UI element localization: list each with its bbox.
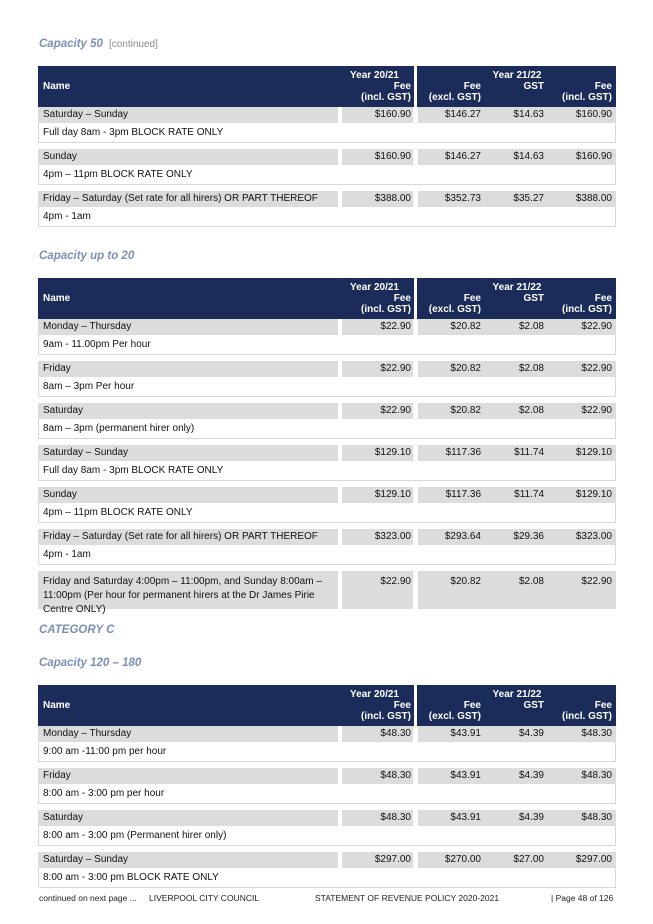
- fee-incl-gst: $388.00: [575, 193, 612, 204]
- row-name: Saturday – Sunday: [43, 447, 129, 458]
- header-fee-label: Fee: [594, 700, 612, 711]
- header-divider: [414, 685, 417, 726]
- row-name: Saturday: [43, 405, 84, 416]
- header-fee-sub: (incl. GST): [562, 711, 612, 722]
- fee-row: [38, 852, 616, 868]
- row-description: 8am – 3pm (permanent hirer only): [43, 423, 195, 434]
- header-fee-label: Fee: [393, 700, 411, 711]
- fee-row: [38, 445, 616, 461]
- fee-row-description: [38, 461, 616, 481]
- fee-prev-incl: $48.30: [380, 812, 411, 823]
- fee-prev-incl: $48.30: [380, 728, 411, 739]
- header-fee-label: Fee: [463, 293, 481, 304]
- row-name: Monday – Thursday: [43, 321, 132, 332]
- row-name: Saturday – Sunday: [43, 109, 129, 120]
- fee-row: [38, 726, 616, 742]
- fee-row-description: [38, 826, 616, 846]
- fee-incl-gst: $160.90: [575, 151, 612, 162]
- footer-org: LIVERPOOL CITY COUNCIL: [149, 893, 260, 903]
- header-name: Name: [43, 700, 71, 711]
- header-year-prev: Year 20/21: [350, 689, 399, 700]
- fee-row-description: [38, 784, 616, 804]
- gst-amount: $2.08: [518, 363, 544, 374]
- header-fee-sub: (incl. GST): [361, 92, 411, 103]
- gst-amount: $4.39: [518, 812, 544, 823]
- header-fee-sub: (incl. GST): [361, 304, 411, 315]
- fee-prev-incl: $22.90: [380, 576, 411, 587]
- header-fee-incl: [562, 293, 612, 315]
- header-fee-excl: [429, 81, 481, 103]
- fee-incl-gst: $160.90: [575, 109, 612, 120]
- section-title-capacity-120-180: Capacity 120 – 180: [39, 657, 142, 669]
- gst-amount: $11.74: [514, 489, 544, 500]
- header-fee-prev: [361, 81, 411, 103]
- row-name: Sunday: [43, 489, 77, 500]
- fee-row: [38, 487, 616, 503]
- fee-prev-incl: $22.90: [380, 363, 411, 374]
- header-year-prev: Year 20/21: [350, 70, 399, 81]
- row-description: Full day 8am - 3pm BLOCK RATE ONLY: [43, 465, 224, 476]
- fee-row-description: [38, 742, 616, 762]
- fee-row: [38, 107, 616, 123]
- fee-row-description: [38, 419, 616, 439]
- fee-excl-gst: $20.82: [450, 363, 481, 374]
- table-header: [38, 685, 616, 726]
- fee-excl-gst: $352.73: [444, 193, 481, 204]
- fee-row-description: [38, 377, 616, 397]
- fee-row-description: [38, 123, 616, 143]
- header-fee-incl: [562, 700, 612, 722]
- row-description: 4pm – 11pm BLOCK RATE ONLY: [43, 169, 193, 180]
- footer-continued: continued on next page ...: [39, 893, 137, 903]
- fee-excl-gst: $270.00: [444, 854, 481, 865]
- section-title-text: Capacity 50: [39, 38, 103, 50]
- fee-incl-gst: $22.90: [581, 363, 612, 374]
- fee-incl-gst: $48.30: [581, 812, 612, 823]
- fee-incl-gst: $22.90: [581, 576, 612, 587]
- fee-row-description: [38, 503, 616, 523]
- header-divider: [414, 278, 417, 319]
- header-gst: GST: [523, 293, 544, 304]
- fee-excl-gst: $146.27: [444, 109, 481, 120]
- fee-prev-incl: $22.90: [380, 321, 411, 332]
- gst-amount: $2.08: [518, 576, 544, 587]
- fee-excl-gst: $293.64: [444, 531, 481, 542]
- header-year-prev: Year 20/21: [350, 282, 399, 293]
- fee-prev-incl: $323.00: [374, 531, 411, 542]
- row-name: Friday: [43, 363, 71, 374]
- fee-incl-gst: $129.10: [575, 489, 612, 500]
- header-fee-sub: (incl. GST): [562, 92, 612, 103]
- fee-row: [38, 361, 616, 377]
- fee-excl-gst: $43.91: [450, 770, 481, 781]
- fee-table-capacity-50: [38, 66, 616, 233]
- gst-amount: $35.27: [513, 193, 544, 204]
- fee-incl-gst: $297.00: [575, 854, 612, 865]
- fee-row-description: [38, 545, 616, 565]
- gst-amount: $2.08: [518, 321, 544, 332]
- gst-amount: $2.08: [518, 405, 544, 416]
- fee-row: [38, 149, 616, 165]
- header-name: Name: [43, 81, 71, 92]
- row-name: Friday – Saturday (Set rate for all hirers) OR PART THEREOF: [43, 531, 318, 542]
- gst-amount: $11.74: [514, 447, 544, 458]
- row-name: Monday – Thursday: [43, 728, 132, 739]
- header-fee-prev: [361, 293, 411, 315]
- gst-amount: $14.63: [513, 151, 544, 162]
- row-description: 4pm - 1am: [43, 211, 91, 222]
- header-fee-label: Fee: [594, 293, 612, 304]
- fee-row: [38, 810, 616, 826]
- header-fee-excl: [429, 700, 481, 722]
- row-description: Full day 8am - 3pm BLOCK RATE ONLY: [43, 127, 224, 138]
- header-year-curr: Year 21/22: [492, 689, 542, 700]
- header-year-curr: Year 21/22: [492, 70, 542, 81]
- section-title-capacity-up-to-20: Capacity up to 20: [39, 250, 135, 262]
- fee-excl-gst: $20.82: [450, 405, 481, 416]
- fee-excl-gst: $43.91: [450, 812, 481, 823]
- fee-row: [38, 191, 616, 207]
- row-name: Friday: [43, 770, 71, 781]
- fee-incl-gst: $48.30: [581, 770, 612, 781]
- fee-excl-gst: $20.82: [450, 321, 481, 332]
- header-fee-sub: (incl. GST): [562, 304, 612, 315]
- fee-prev-incl: $297.00: [374, 854, 411, 865]
- fee-incl-gst: $22.90: [581, 405, 612, 416]
- fee-excl-gst: $43.91: [450, 728, 481, 739]
- fee-excl-gst: $146.27: [444, 151, 481, 162]
- fee-prev-incl: $48.30: [380, 770, 411, 781]
- header-fee-label: Fee: [594, 81, 612, 92]
- header-fee-label: Fee: [393, 81, 411, 92]
- header-fee-sub: (excl. GST): [428, 711, 481, 722]
- row-name: Saturday – Sunday: [43, 854, 129, 865]
- header-fee-excl: [429, 293, 481, 315]
- header-fee-label: Fee: [463, 81, 481, 92]
- header-gst: GST: [523, 700, 544, 711]
- fee-table-capacity-up-to-20: [38, 278, 616, 615]
- row-description: 4pm – 11pm BLOCK RATE ONLY: [43, 507, 193, 518]
- header-fee-label: Fee: [393, 293, 411, 304]
- fee-row: [38, 319, 616, 335]
- fee-incl-gst: $22.90: [581, 321, 612, 332]
- header-fee-prev: [361, 700, 411, 722]
- gst-amount: $4.39: [518, 728, 544, 739]
- fee-incl-gst: $48.30: [581, 728, 612, 739]
- fee-excl-gst: $117.36: [445, 489, 481, 500]
- fee-row: [38, 529, 616, 545]
- footer-page-number: | Page 48 of 126: [551, 893, 614, 903]
- row-description: 8:00 am - 3:00 pm BLOCK RATE ONLY: [43, 872, 219, 883]
- fee-row: [38, 768, 616, 784]
- row-name: Sunday: [43, 151, 77, 162]
- row-description: 8:00 am - 3:00 pm per hour: [43, 788, 165, 799]
- header-fee-label: Fee: [463, 700, 481, 711]
- header-fee-incl: [562, 81, 612, 103]
- gst-amount: $27.00: [513, 854, 544, 865]
- header-fee-sub: (incl. GST): [361, 711, 411, 722]
- gst-amount: $4.39: [518, 770, 544, 781]
- row-description: 8am – 3pm Per hour: [43, 381, 135, 392]
- fee-prev-incl: $129.10: [374, 447, 411, 458]
- fee-prev-incl: $129.10: [374, 489, 411, 500]
- table-header: [38, 278, 616, 319]
- row-name: Friday – Saturday (Set rate for all hirers) OR PART THEREOF: [43, 193, 318, 204]
- fee-excl-gst: $117.36: [445, 447, 481, 458]
- header-fee-sub: (excl. GST): [428, 304, 481, 315]
- row-description: 9am - 11.00pm Per hour: [43, 339, 151, 350]
- fee-row-description: [38, 335, 616, 355]
- gst-amount: $14.63: [513, 109, 544, 120]
- row-description: 8:00 am - 3:00 pm (Permanent hirer only): [43, 830, 227, 841]
- fee-row-description: [38, 207, 616, 227]
- row-description: 9:00 am -11:00 pm per hour: [43, 746, 167, 757]
- fee-incl-gst: $129.10: [575, 447, 612, 458]
- gst-amount: $29.36: [513, 531, 544, 542]
- row-name: Friday and Saturday 4:00pm – 11:00pm, and Sunday 8:00am – 11:00pm (Per hour for permanent hirers at the Dr James Pirie Centre ONLY): [43, 576, 322, 615]
- fee-row-description: [38, 165, 616, 185]
- footer-doc-title: STATEMENT OF REVENUE POLICY 2020-2021: [315, 893, 500, 903]
- header-fee-sub: (excl. GST): [428, 92, 481, 103]
- row-description: 4pm - 1am: [43, 549, 91, 560]
- fee-prev-incl: $160.90: [374, 109, 411, 120]
- row-name: Saturday: [43, 812, 84, 823]
- header-name: Name: [43, 293, 71, 304]
- category-c-heading: CATEGORY C: [39, 624, 115, 636]
- fee-table-capacity-120-180: [38, 685, 616, 894]
- fee-row: [38, 403, 616, 419]
- fee-row-description: [38, 868, 616, 888]
- section-title-capacity-50: [39, 38, 158, 50]
- fee-excl-gst: $20.82: [450, 576, 481, 587]
- table-header: [38, 66, 616, 107]
- continued-note: [continued]: [108, 39, 158, 50]
- header-divider: [414, 66, 417, 107]
- fee-prev-incl: $388.00: [374, 193, 411, 204]
- fee-prev-incl: $22.90: [380, 405, 411, 416]
- fee-prev-incl: $160.90: [374, 151, 411, 162]
- header-year-curr: Year 21/22: [492, 282, 542, 293]
- fee-row: [38, 571, 616, 615]
- header-gst: GST: [523, 81, 544, 92]
- fee-incl-gst: $323.00: [575, 531, 612, 542]
